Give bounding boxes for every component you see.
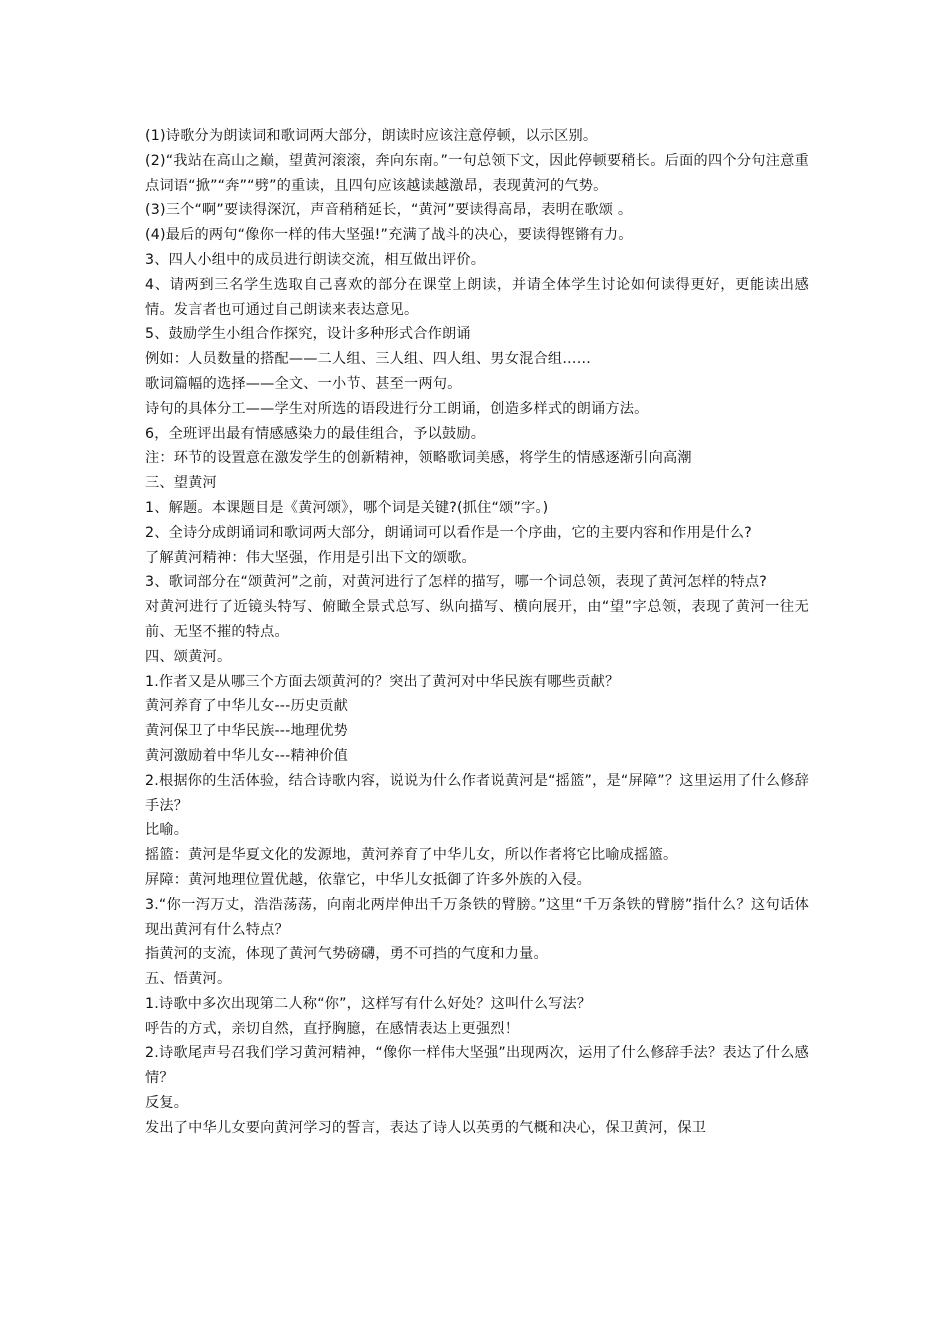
section-heading: 三、望黄河 <box>145 475 217 492</box>
paragraph: 2.诗歌尾声号召我们学习黄河精神，“像你一样伟大坚强”出现两次，运用了什么修辞手法？表达了什么感情？ <box>145 1045 809 1087</box>
paragraph: 3、四人小组中的成员进行朗读交流，相互做出评价。 <box>145 251 486 268</box>
section-heading: 四、颂黄河。 <box>145 648 232 665</box>
paragraph: 摇篮：黄河是华夏文化的发源地，黄河养育了中华儿女，所以作者将它比喻成摇篮。 <box>145 847 678 864</box>
paragraph: 3.“你一泻万丈，浩浩荡荡，向南北两岸伸出千万条铁的臂膀。”这里“千万条铁的臂膀”指什么？这句话体现出黄河有什么特点？ <box>145 896 809 938</box>
paragraph: (3)三个“啊”要读得深沉，声音稍稍延长，“黄河”要读得高昂，表明在歌颂 。 <box>145 202 633 219</box>
section-heading: 五、悟黄河。 <box>145 971 232 988</box>
paragraph: 5、鼓励学生小组合作探究，设计多种形式合作朗诵 <box>145 326 471 343</box>
paragraph: 歌词篇幅的选择——全文、一小节、甚至一两句。 <box>145 375 462 392</box>
paragraph: 比喻。 <box>145 822 189 839</box>
paragraph: 1.作者又是从哪三个方面去颂黄河的？突出了黄河对中华民族有哪些贡献？ <box>145 673 620 690</box>
paragraph: 3、歌词部分在“颂黄河”之前，对黄河进行了怎样的描写，哪一个词总领，表现了黄河怎样的特点? <box>145 574 767 591</box>
paragraph: 了解黄河精神：伟大坚强，作用是引出下文的颂歌。 <box>145 549 476 566</box>
paragraph: 反复。 <box>145 1095 189 1112</box>
paragraph: 对黄河进行了近镜头特写、俯瞰全景式总写、纵向描写、横向展开，由“望”字总领，表现了黄河一往无前、无坚不摧的特点。 <box>145 599 809 640</box>
paragraph: 黄河激励着中华儿女---精神价值 <box>145 747 348 764</box>
paragraph: 1.诗歌中多次出现第二人称“你”，这样写有什么好处？这叫什么写法？ <box>145 995 592 1012</box>
paragraph: 2、全诗分成朗诵词和歌词两大部分，朗诵词可以看作是一个序曲，它的主要内容和作用是什么? <box>145 524 752 541</box>
paragraph: 指黄河的支流，体现了黄河气势磅礴，勇不可挡的气度和力量。 <box>145 946 548 963</box>
paragraph: 诗句的具体分工——学生对所选的语段进行分工朗诵，创造多样式的朗诵方法。 <box>145 400 649 417</box>
paragraph: 屏障：黄河地理位置优越，依靠它，中华儿女抵御了许多外族的入侵。 <box>145 871 592 888</box>
paragraph: 2.根据你的生活体验，结合诗歌内容，说说为什么作者说黄河是“摇篮”，是“屏障”？这里运用了什么修辞手法？ <box>145 772 809 814</box>
paragraph: 注：环节的设置意在激发学生的创新精神，领略歌词美感，将学生的情感逐渐引向高潮 <box>145 450 692 467</box>
paragraph: (2)“我站在高山之巅，望黄河滚滚，奔向东南。”一句总领下文，因此停顿要稍长。后面的四个分句注意重点词语“掀”“奔”“劈”的重读，且四句应该越读越激昂，表现黄河的气势。 <box>145 152 809 194</box>
paragraph: 发出了中华儿女要向黄河学习的誓言，表达了诗人以英勇的气概和决心，保卫黄河，保卫 <box>145 1119 707 1136</box>
paragraph: (1)诗歌分为朗读词和歌词两大部分，朗读时应该注意停顿，以示区别。 <box>145 128 598 144</box>
paragraph: 黄河保卫了中华民族---地理优势 <box>145 723 348 740</box>
paragraph: 4、请两到三名学生选取自己喜欢的部分在课堂上朗读，并请全体学生讨论如何读得更好，更能读出感情。发言者也可通过自己朗读来表达意见。 <box>145 276 809 318</box>
paragraph: 呼告的方式，亲切自然，直抒胸臆，在感情表达上更强烈！ <box>145 1020 520 1037</box>
document-body <box>145 124 809 1141</box>
paragraph: (4)最后的两句“像你一样的伟大坚强!”充满了战斗的决心，要读得铿锵有力。 <box>145 227 633 244</box>
paragraph: 黄河养育了中华儿女---历史贡献 <box>145 698 348 715</box>
paragraph: 1、解题。本课题目是《黄河颂》，哪个词是关键?(抓住“颂”字。) <box>145 499 549 516</box>
paragraph: 6，全班评出最有情感感染力的最佳组合，予以鼓励。 <box>145 425 486 442</box>
paragraph: 例如：人员数量的搭配——二人组、三人组、四人组、男女混合组…… <box>145 351 592 368</box>
